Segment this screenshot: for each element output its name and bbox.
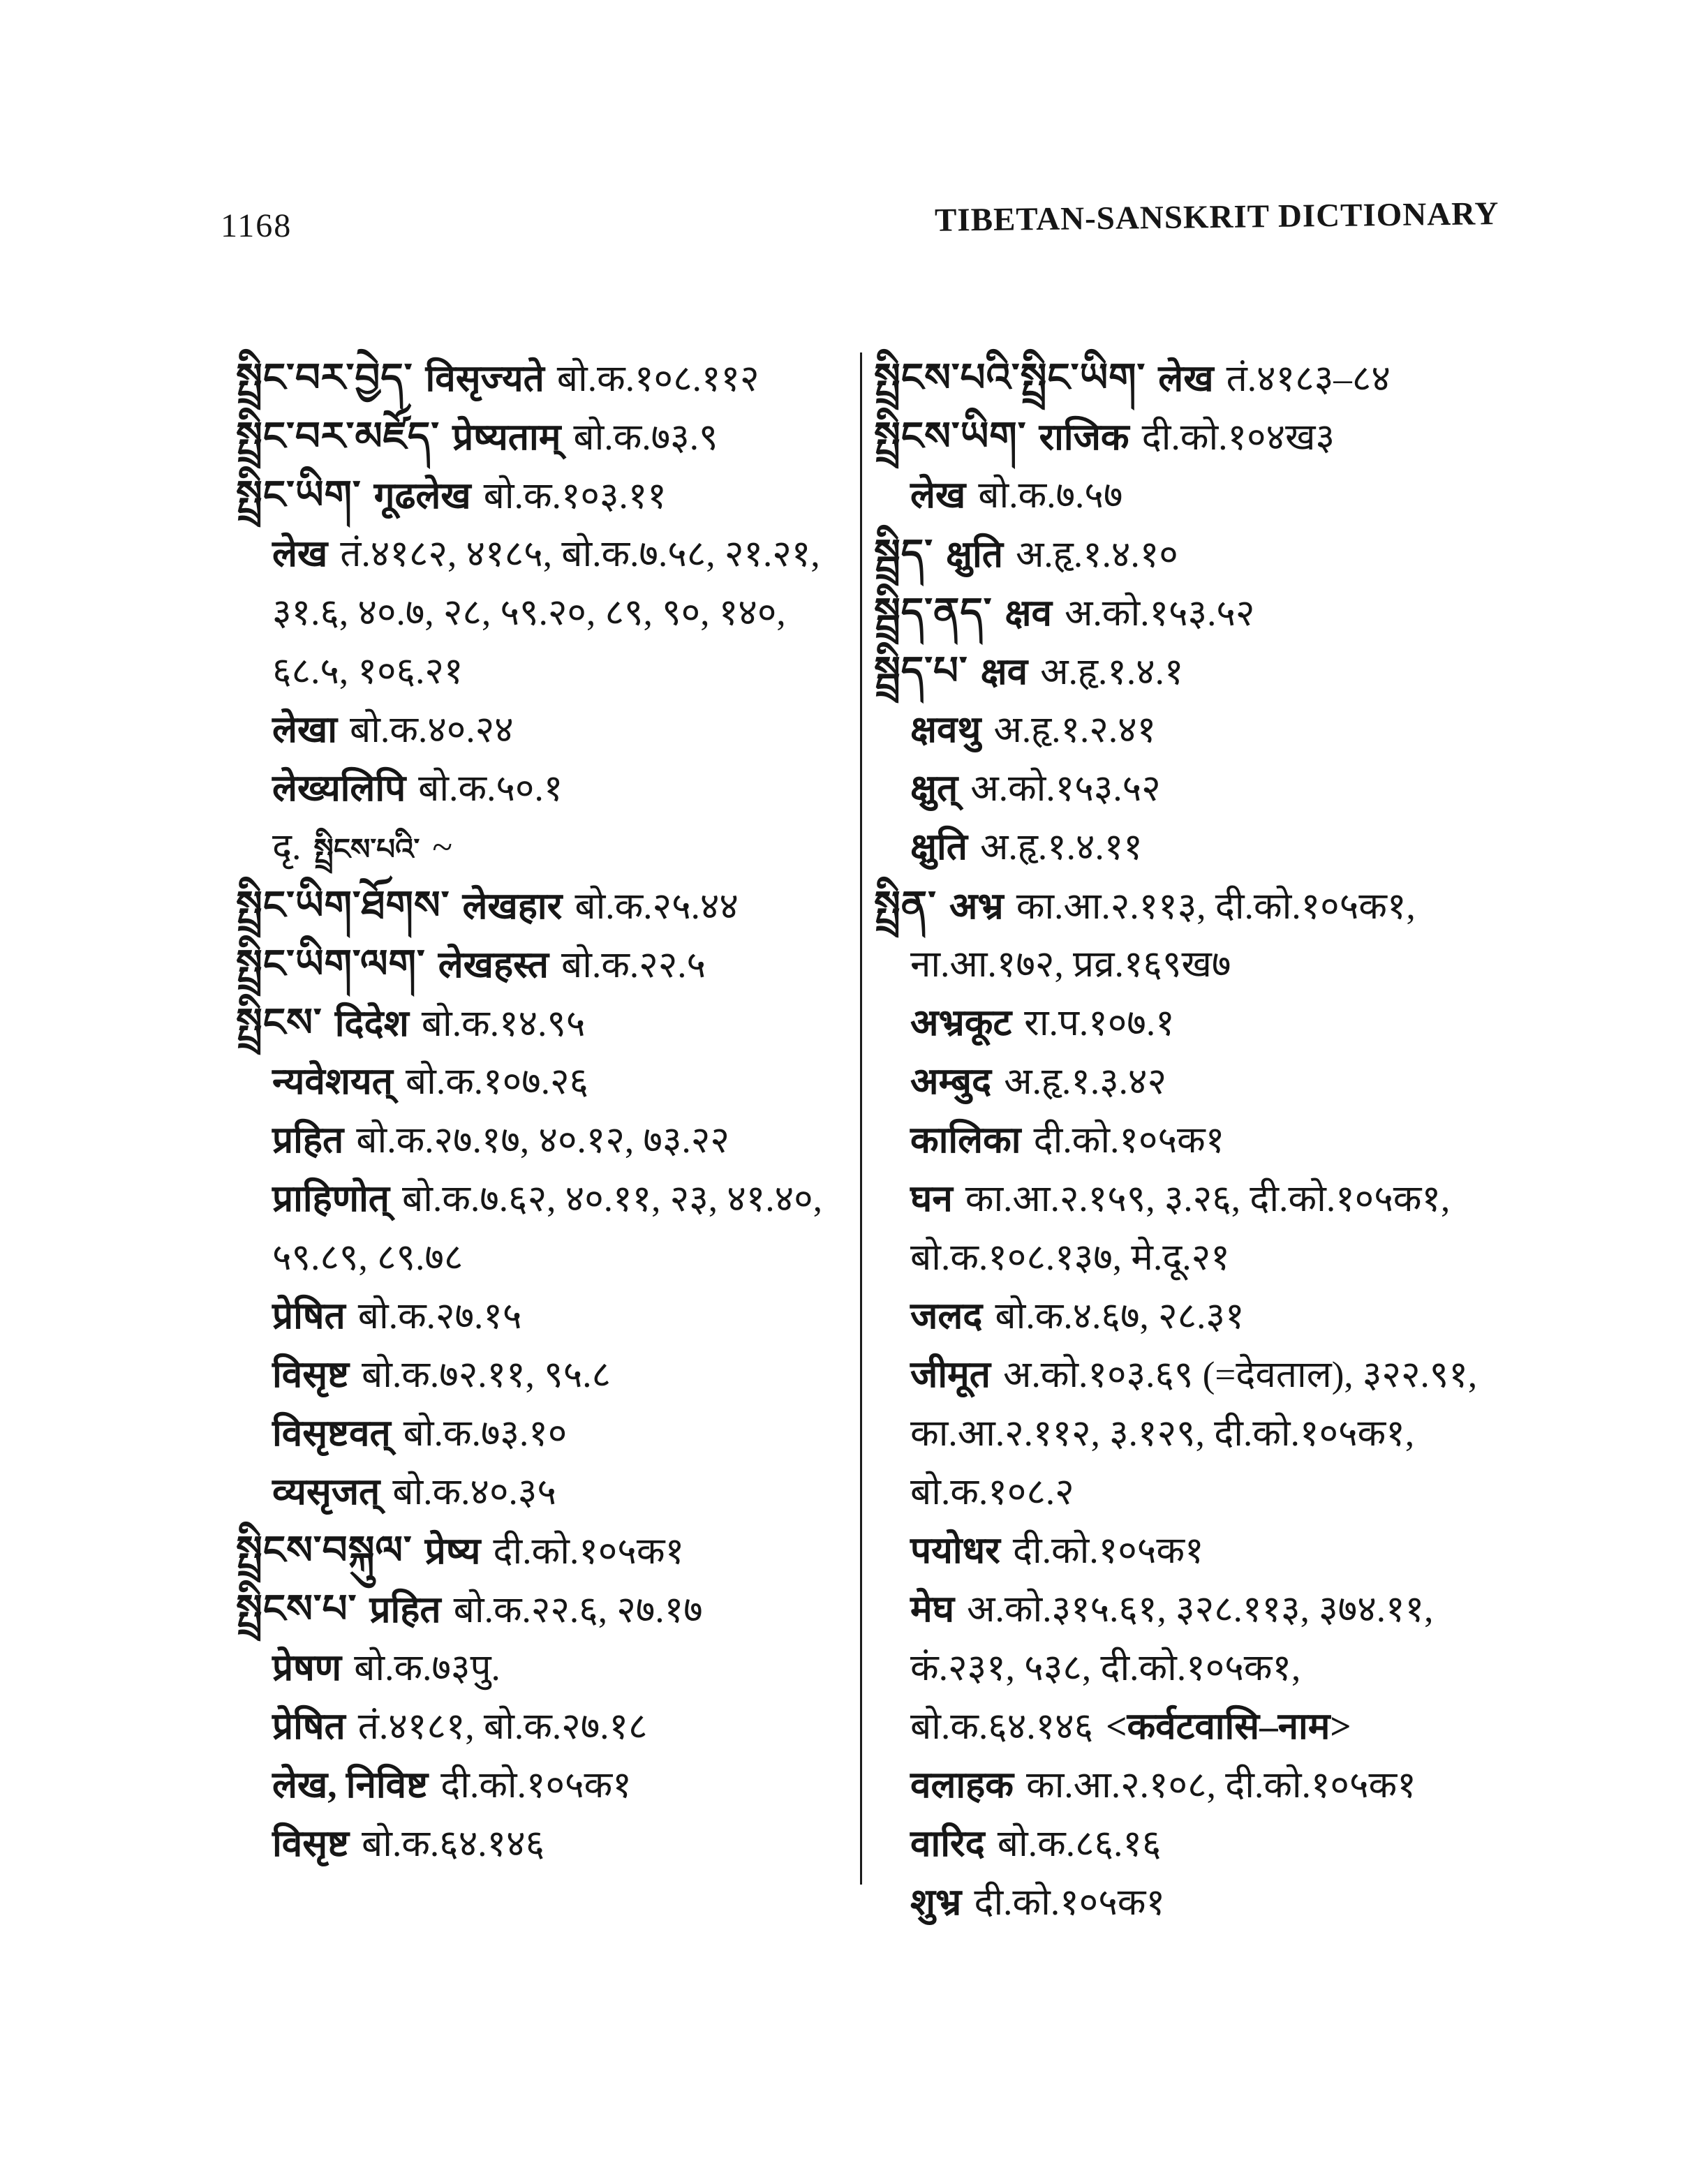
dict-line: [236, 1698, 857, 1756]
reference-text: बो.क.२२.५: [561, 945, 706, 986]
reference-text: अ.को.१०३.६९ (=देवताल), ३२२.९१,: [1002, 1355, 1478, 1395]
reference-text: अ.को.१५३.५२: [1065, 593, 1255, 634]
sanskrit-gloss: शुभ्र: [910, 1882, 962, 1923]
dict-line: [236, 1463, 857, 1522]
dict-line: [874, 1404, 1656, 1463]
dict-line: [236, 408, 857, 466]
dict-line: [874, 1639, 1656, 1698]
sanskrit-gloss: प्रेष्यताम्: [452, 417, 561, 458]
reference-text: बो.क.१०८.२: [910, 1472, 1074, 1513]
column-divider: [860, 352, 862, 1885]
sanskrit-gloss: लेखहस्त: [438, 945, 549, 986]
dict-line: [874, 1580, 1656, 1639]
dict-line: [236, 1346, 857, 1404]
sanskrit-gloss: लेख: [910, 475, 966, 516]
sanskrit-gloss: प्रहित: [272, 1120, 344, 1161]
dict-line: [236, 818, 857, 877]
sanskrit-gloss: लेख: [272, 534, 328, 574]
dict-line: [874, 1228, 1656, 1287]
dict-line: [236, 701, 857, 759]
right-column: [874, 349, 1656, 1932]
sanskrit-gloss: प्राहिणोत्: [272, 1179, 390, 1219]
dict-line: [874, 877, 1656, 935]
tibetan-headword: སྤྲིང་ཡིག་: [236, 474, 362, 517]
dict-line: [236, 642, 857, 701]
reference-text: बो.क.७.६२, ४०.११, २३, ४१.४०,: [402, 1179, 822, 1219]
dict-line: [236, 1404, 857, 1463]
dict-line: [874, 466, 1656, 525]
reference-text: अ.हृ.१.३.४२: [1004, 1062, 1167, 1102]
sanskrit-gloss: वारिद: [910, 1824, 985, 1864]
tibetan-headword: སྤྲིང་བར་མཛོད་: [236, 415, 440, 459]
reference-text: बो.क.४.६७, २८.३१: [995, 1296, 1245, 1337]
reference-text: दी.को.१०५क१: [1033, 1120, 1225, 1161]
sanskrit-gloss: विसृष्ट: [272, 1355, 349, 1395]
reference-text: का.आ.२.१५९, ३.२६, दी.को.१०५क१,: [965, 1179, 1451, 1219]
reference-text: का.आ.२.११२, ३.१२९, दी.को.१०५क१,: [910, 1413, 1415, 1454]
reference-text: ५९.८९, ८९.७८: [272, 1238, 464, 1278]
sanskrit-gloss: दिदेश: [334, 1004, 409, 1044]
sanskrit-gloss: विसृष्टवत्: [272, 1413, 391, 1454]
dict-line: [874, 1111, 1656, 1170]
reference-text: बो.क.१०८.१३७, मे.दू.२१: [910, 1238, 1230, 1278]
reference-text: बो.क.६४.१४६: [361, 1824, 545, 1864]
dict-line: [236, 525, 857, 584]
reference-text: बो.क.२२.६, २७.१७: [453, 1590, 703, 1630]
reference-text: ३१.६, ४०.७, २८, ५९.२०, ८९, ९०, १४०,: [272, 593, 786, 633]
dict-line: [236, 759, 857, 818]
dict-line: [236, 1228, 857, 1287]
tibetan-crossref: སྤྲིངས་པའི་: [313, 834, 420, 866]
reference-text: बो.क.२७.१७, ४०.१२, ७३.२२: [356, 1120, 729, 1161]
dict-line: [874, 1463, 1656, 1522]
dict-line: [236, 1170, 857, 1228]
tibetan-headword: སྦྲིད་: [874, 533, 933, 576]
left-column: [236, 349, 857, 1873]
dict-line: [236, 1522, 857, 1580]
reference-text: का.आ.२.१०८, दी.को.१०५क१: [1025, 1765, 1416, 1806]
sanskrit-gloss: जीमूत: [910, 1355, 991, 1395]
reference-text: दी.को.१०५क१: [440, 1765, 632, 1806]
dict-line: [874, 1756, 1656, 1815]
reference-text: दी.को.१०४ख३: [1141, 417, 1335, 458]
reference-text: ~: [432, 827, 453, 868]
dict-line: [236, 466, 857, 525]
sanskrit-gloss: लेखहार: [462, 886, 563, 927]
tibetan-headword: སྤྲིངས་ཡིག་: [874, 415, 1027, 459]
reference-text: अ.हृ.१.४.१०: [1015, 535, 1178, 575]
dict-line: [236, 349, 857, 408]
sanskrit-gloss: घन: [910, 1179, 953, 1219]
sanskrit-gloss: व्यसृजत्: [272, 1472, 380, 1513]
reference-text: बो.क.७३.९: [573, 417, 718, 458]
sanskrit-gloss: लेख, निविष्ट: [272, 1765, 429, 1806]
sanskrit-gloss: प्रेषण: [272, 1648, 342, 1688]
reference-text: बो.क.८६.१६: [997, 1824, 1162, 1864]
reference-text: अ.हृ.१.४.११: [979, 827, 1143, 868]
reference-text: बो.क.७३पु.: [354, 1648, 501, 1688]
reference-text: ना.आ.१७२, प्रव्र.१६९ख७: [910, 944, 1231, 985]
reference-text: बो.क.५०.१: [418, 768, 563, 809]
sanskrit-gloss: अम्बुद: [910, 1062, 992, 1102]
sanskrit-gloss: क्षवथु: [910, 710, 981, 750]
sanskrit-gloss: विसृज्यते: [425, 359, 544, 399]
dict-line: [236, 1111, 857, 1170]
reference-text: अ.को.३१५.६१, ३२८.११३, ३७४.११,: [967, 1589, 1434, 1630]
page-title: TIBETAN-SANSKRIT DICTIONARY: [934, 195, 1499, 239]
dict-line: [874, 818, 1656, 877]
dict-line: [236, 935, 857, 994]
dict-line: [236, 1815, 857, 1873]
reference-text: बो.क.१०८.११२: [556, 359, 759, 399]
page-number: 1168: [221, 207, 292, 244]
dict-line: [874, 1815, 1656, 1873]
dict-line: [874, 1053, 1656, 1111]
reference-text: बो.क.१४.९५: [421, 1004, 586, 1044]
sanskrit-gloss: प्रेष्य: [424, 1531, 481, 1572]
dict-line: [236, 1756, 857, 1815]
sanskrit-gloss: प्रहित: [369, 1590, 441, 1630]
reference-text: दी.को.१०५क१: [974, 1882, 1166, 1923]
dict-line: [874, 759, 1656, 818]
reference-text: का.आ.२.११३, दी.को.१०५क१,: [1016, 886, 1416, 927]
reference-text: बो.क.७२.११, ९५.८: [361, 1355, 611, 1395]
tibetan-headword: སྦྲིད་ནད་: [874, 591, 993, 634]
dict-line: [236, 994, 857, 1053]
sanskrit-gloss: अभ्र: [949, 886, 1004, 927]
reference-text: तं.४१८२, ४१८५, बो.क.७.५८, २१.२१,: [340, 534, 820, 574]
reference-text: तं.४१८३–८४: [1226, 359, 1391, 399]
reference-text: बो.क.७३.१०: [403, 1413, 568, 1454]
sanskrit-gloss: अभ्रकूट: [910, 1003, 1012, 1043]
dict-line: [874, 1346, 1656, 1404]
dict-line: [874, 1170, 1656, 1228]
reference-text: तं.४१८१, बो.क.२७.१८: [357, 1707, 648, 1747]
dict-line: [236, 1053, 857, 1111]
dict-line: [236, 584, 857, 642]
tibetan-headword: སྤྲིངས་པའི་སྤྲིང་ཡིག་: [874, 357, 1146, 400]
sanskrit-gloss: क्षुति: [945, 535, 1003, 575]
sanskrit-gloss: विसृष्ट: [272, 1824, 349, 1864]
dict-line: [874, 1287, 1656, 1346]
dict-line: [236, 877, 857, 935]
dict-line: [874, 935, 1656, 994]
dict-line: [874, 701, 1656, 759]
tibetan-headword: སྤྲིངས་: [236, 1002, 323, 1045]
dict-line: [874, 349, 1656, 408]
tibetan-headword: སྤྲིངས་པ་: [236, 1588, 357, 1631]
reference-text: अ.हृ.१.४.१: [1040, 652, 1184, 692]
sanskrit-gloss: क्षव: [1005, 593, 1053, 634]
reference-text: बो.क.४०.२४: [350, 710, 514, 750]
dict-line: [874, 584, 1656, 642]
sanskrit-gloss: जलद: [910, 1296, 983, 1337]
reference-text: बो.क.७.५७: [978, 475, 1123, 516]
reference-text: अ.हृ.१.२.४१: [993, 710, 1157, 750]
sanskrit-gloss: कालिका: [910, 1120, 1021, 1161]
reference-text: बो.क.६४.१४६: [910, 1707, 1094, 1747]
sanskrit-gloss: लेख: [1158, 359, 1214, 399]
dict-line: [874, 642, 1656, 701]
tibetan-headword: སྦྲིད་པ་: [874, 650, 968, 693]
dict-line: [236, 1287, 857, 1346]
dict-line: [236, 1580, 857, 1639]
tibetan-headword: སྤྲིན་: [874, 884, 937, 928]
dict-line: [874, 1698, 1656, 1756]
sanskrit-gloss: पयोधर: [910, 1531, 1000, 1571]
reference-text: रा.प.१०७.१: [1024, 1003, 1175, 1043]
dict-line: [874, 525, 1656, 584]
reference-text: बो.क.२५.४४: [575, 886, 739, 927]
sanskrit-gloss: क्षव: [980, 652, 1028, 692]
sanskrit-gloss: राजिक: [1039, 417, 1129, 458]
sanskrit-gloss: गूढलेख: [373, 476, 471, 517]
sanskrit-gloss: लेख्यलिपि: [272, 768, 406, 809]
reference-text: बो.क.१०३.११: [483, 476, 667, 517]
tibetan-headword: སྤྲིངས་བསྐུལ་: [236, 1529, 413, 1573]
sanskrit-gloss: प्रेषित: [272, 1707, 346, 1747]
tibetan-headword: སྤྲིང་བར་བྱེད་: [236, 357, 413, 400]
sanskrit-gloss: न्यवेशयत्: [272, 1062, 393, 1102]
reference-text: कं.२३१, ५३८, दी.को.१०५क१,: [910, 1648, 1301, 1688]
reference-text: दी.को.१०५क१: [1012, 1531, 1204, 1571]
dict-line: [236, 1639, 857, 1698]
reference-text: ६८.५, १०६.२१: [272, 651, 464, 692]
dict-line: [874, 408, 1656, 466]
tibetan-headword: སྤྲིང་ཡིག་ལག་: [236, 943, 426, 986]
sanskrit-gloss: प्रेषित: [272, 1296, 346, 1337]
dict-line: [874, 994, 1656, 1053]
reference-text: बो.क.४०.३५: [392, 1472, 556, 1513]
reference-text: अ.को.१५३.५२: [970, 768, 1161, 809]
tibetan-headword: སྤྲིང་ཡིག་ཐོགས་: [236, 884, 450, 928]
sanskrit-gloss: वलाहक: [910, 1765, 1014, 1806]
dict-line: [874, 1522, 1656, 1580]
reference-text: बो.क.२७.१५: [357, 1296, 522, 1337]
sanskrit-gloss: लेखा: [272, 710, 338, 750]
reference-text: दृ.: [272, 827, 302, 868]
sanskrit-gloss: क्षुति: [910, 827, 968, 868]
sanskrit-gloss: मेघ: [910, 1589, 955, 1630]
reference-text: बो.क.१०७.२६: [405, 1062, 589, 1102]
reference-text: दी.को.१०५क१: [493, 1531, 685, 1572]
sanskrit-gloss: <कर्वटवासि–नाम>: [1106, 1707, 1351, 1747]
sanskrit-gloss: क्षुत्: [910, 768, 958, 809]
dict-line: [874, 1873, 1656, 1932]
